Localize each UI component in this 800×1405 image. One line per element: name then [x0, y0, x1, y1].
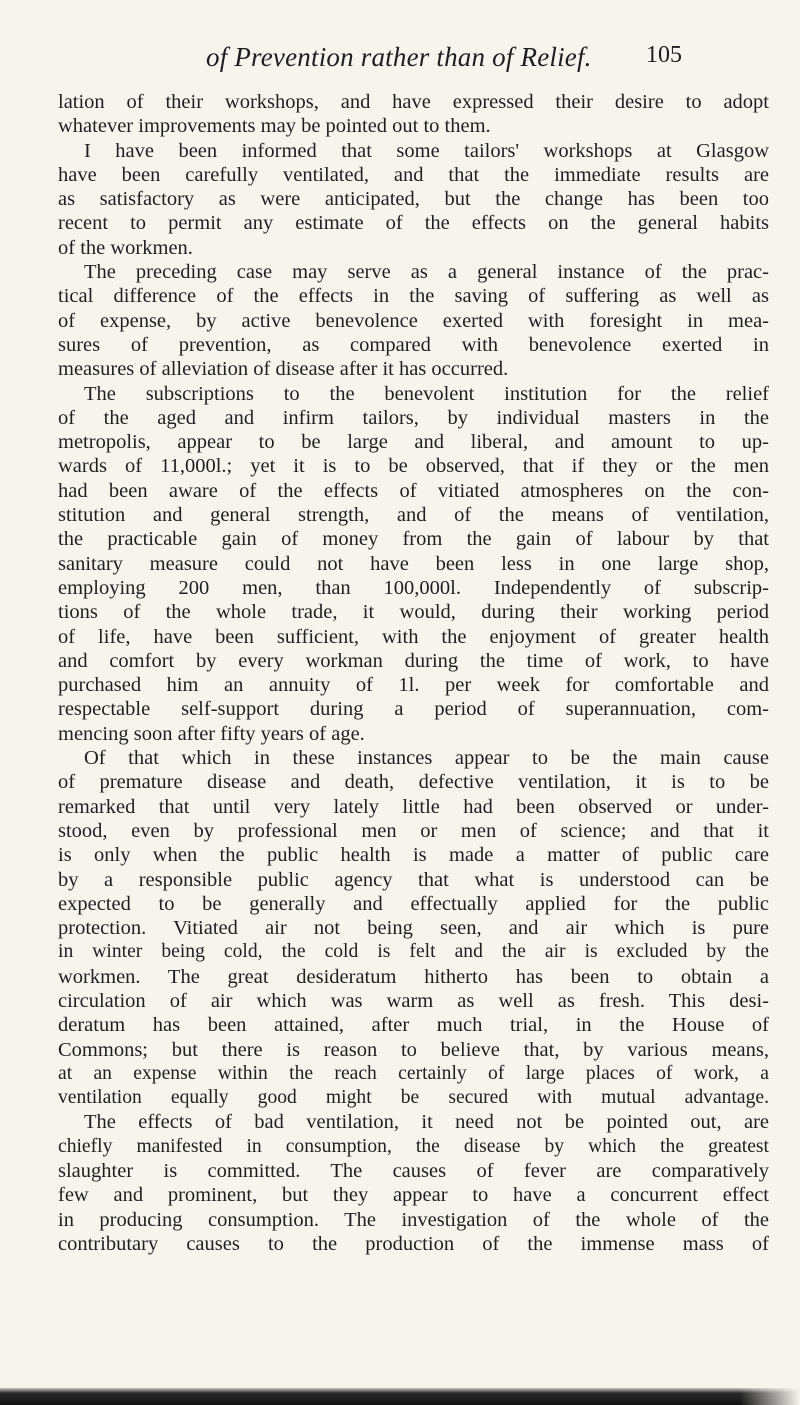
text-line: at an expense within the reach certainly of large places of work, a [58, 1062, 769, 1084]
text-line: lation of their workshops, and have expressed their desire to adopt [58, 91, 769, 113]
text-line: of life, have been sufficient, with the enjoyment of greater health [58, 625, 769, 648]
text-line: sures of prevention, as compared with benevolence exerted in [58, 333, 769, 356]
text-line: stitution and general strength, and of the means of ventilation, [58, 504, 769, 527]
text-line: of premature disease and death, defective ventilation, it is to be [58, 771, 769, 794]
text-line: as satisfactory as were anticipated, but the change has been too [58, 188, 769, 211]
text-line: Commons; but there is reason to believe that, by various means, [58, 1038, 769, 1061]
body-text [58, 90, 769, 1256]
text-line: contributary causes to the production of the immense mass of [58, 1232, 769, 1255]
text-line: of the aged and infirm tailors, by individual masters in the [58, 406, 769, 429]
text-line: employing 200 men, than 100,000l. Independently of subscrip- [58, 576, 769, 599]
text-line: in producing consumption. The investigation of the whole of the [58, 1208, 769, 1231]
text-line: circulation of air which was warm as well as fresh. This desi- [58, 989, 769, 1012]
text-line: of expense, by active benevolence exerted with foresight in mea- [58, 309, 769, 332]
text-line: whatever improvements may be pointed out to them. [58, 115, 491, 138]
page-header [0, 42, 800, 82]
text-line: chiefly manifested in consumption, the disease by which the greatest [58, 1135, 769, 1157]
text-line: I have been informed that some tailors' workshops at Glasgow [84, 139, 769, 162]
page-bottom-edge [0, 1388, 800, 1405]
text-line: wards of 11,000l.; yet it is to be observed, that if they or the men [58, 455, 769, 478]
text-line: is only when the public health is made a matter of public care [58, 844, 769, 867]
text-line: remarked that until very lately little had been observed or under- [58, 795, 769, 818]
text-line: by a responsible public agency that what is understood can be [58, 868, 769, 891]
text-line: slaughter is committed. The causes of fever are comparatively [58, 1160, 769, 1183]
text-line: stood, even by professional men or men of science; and that it [58, 819, 769, 842]
text-line: respectable self-support during a period of superannuation, com- [58, 698, 769, 721]
text-line: The effects of bad ventilation, it need not be pointed out, are [84, 1111, 769, 1134]
text-line: mencing soon after fifty years of age. [58, 722, 365, 745]
text-line: Of that which in these instances appear to be the main cause [84, 747, 769, 770]
text-line: purchased him an annuity of 1l. per week for comfortable and [58, 674, 769, 697]
text-line: tical difference of the effects in the saving of suffering as well as [58, 285, 769, 308]
text-line: metropolis, appear to be large and liberal, and amount to up- [58, 431, 769, 454]
text-line: had been aware of the effects of vitiated atmospheres on the con- [58, 479, 769, 502]
text-line: few and prominent, but they appear to have a concurrent effect [58, 1184, 769, 1207]
text-line: workmen. The great desideratum hitherto has been to obtain a [58, 965, 769, 988]
running-title: of Prevention rather than of Relief. [206, 42, 592, 72]
text-line: the practicable gain of money from the gain of labour by that [58, 528, 769, 551]
text-line: ventilation equally good might be secured with mutual advantage. [58, 1087, 769, 1109]
text-line: The preceding case may serve as a general instance of the prac- [84, 261, 769, 284]
text-line: tions of the whole trade, it would, during their working period [58, 601, 769, 624]
text-line: sanitary measure could not have been less in one large shop, [58, 552, 769, 575]
text-line: deratum has been attained, after much trial, in the House of [58, 1014, 769, 1037]
text-line: of the workmen. [58, 236, 193, 259]
text-line: and comfort by every workman during the time of work, to have [58, 649, 769, 672]
text-line: The subscriptions to the benevolent institution for the relief [84, 382, 769, 405]
text-line: in winter being cold, the cold is felt and the air is excluded by the [58, 941, 769, 963]
text-line: protection. Vitiated air not being seen, and air which is pure [58, 917, 769, 940]
text-line: measures of alleviation of disease after it has occurred. [58, 358, 509, 381]
text-line: recent to permit any estimate of the effects on the general habits [58, 212, 769, 235]
text-line: have been carefully ventilated, and that the immediate results are [58, 163, 769, 186]
text-line: expected to be generally and effectually applied for the public [58, 892, 769, 915]
page-number: 105 [646, 42, 682, 68]
